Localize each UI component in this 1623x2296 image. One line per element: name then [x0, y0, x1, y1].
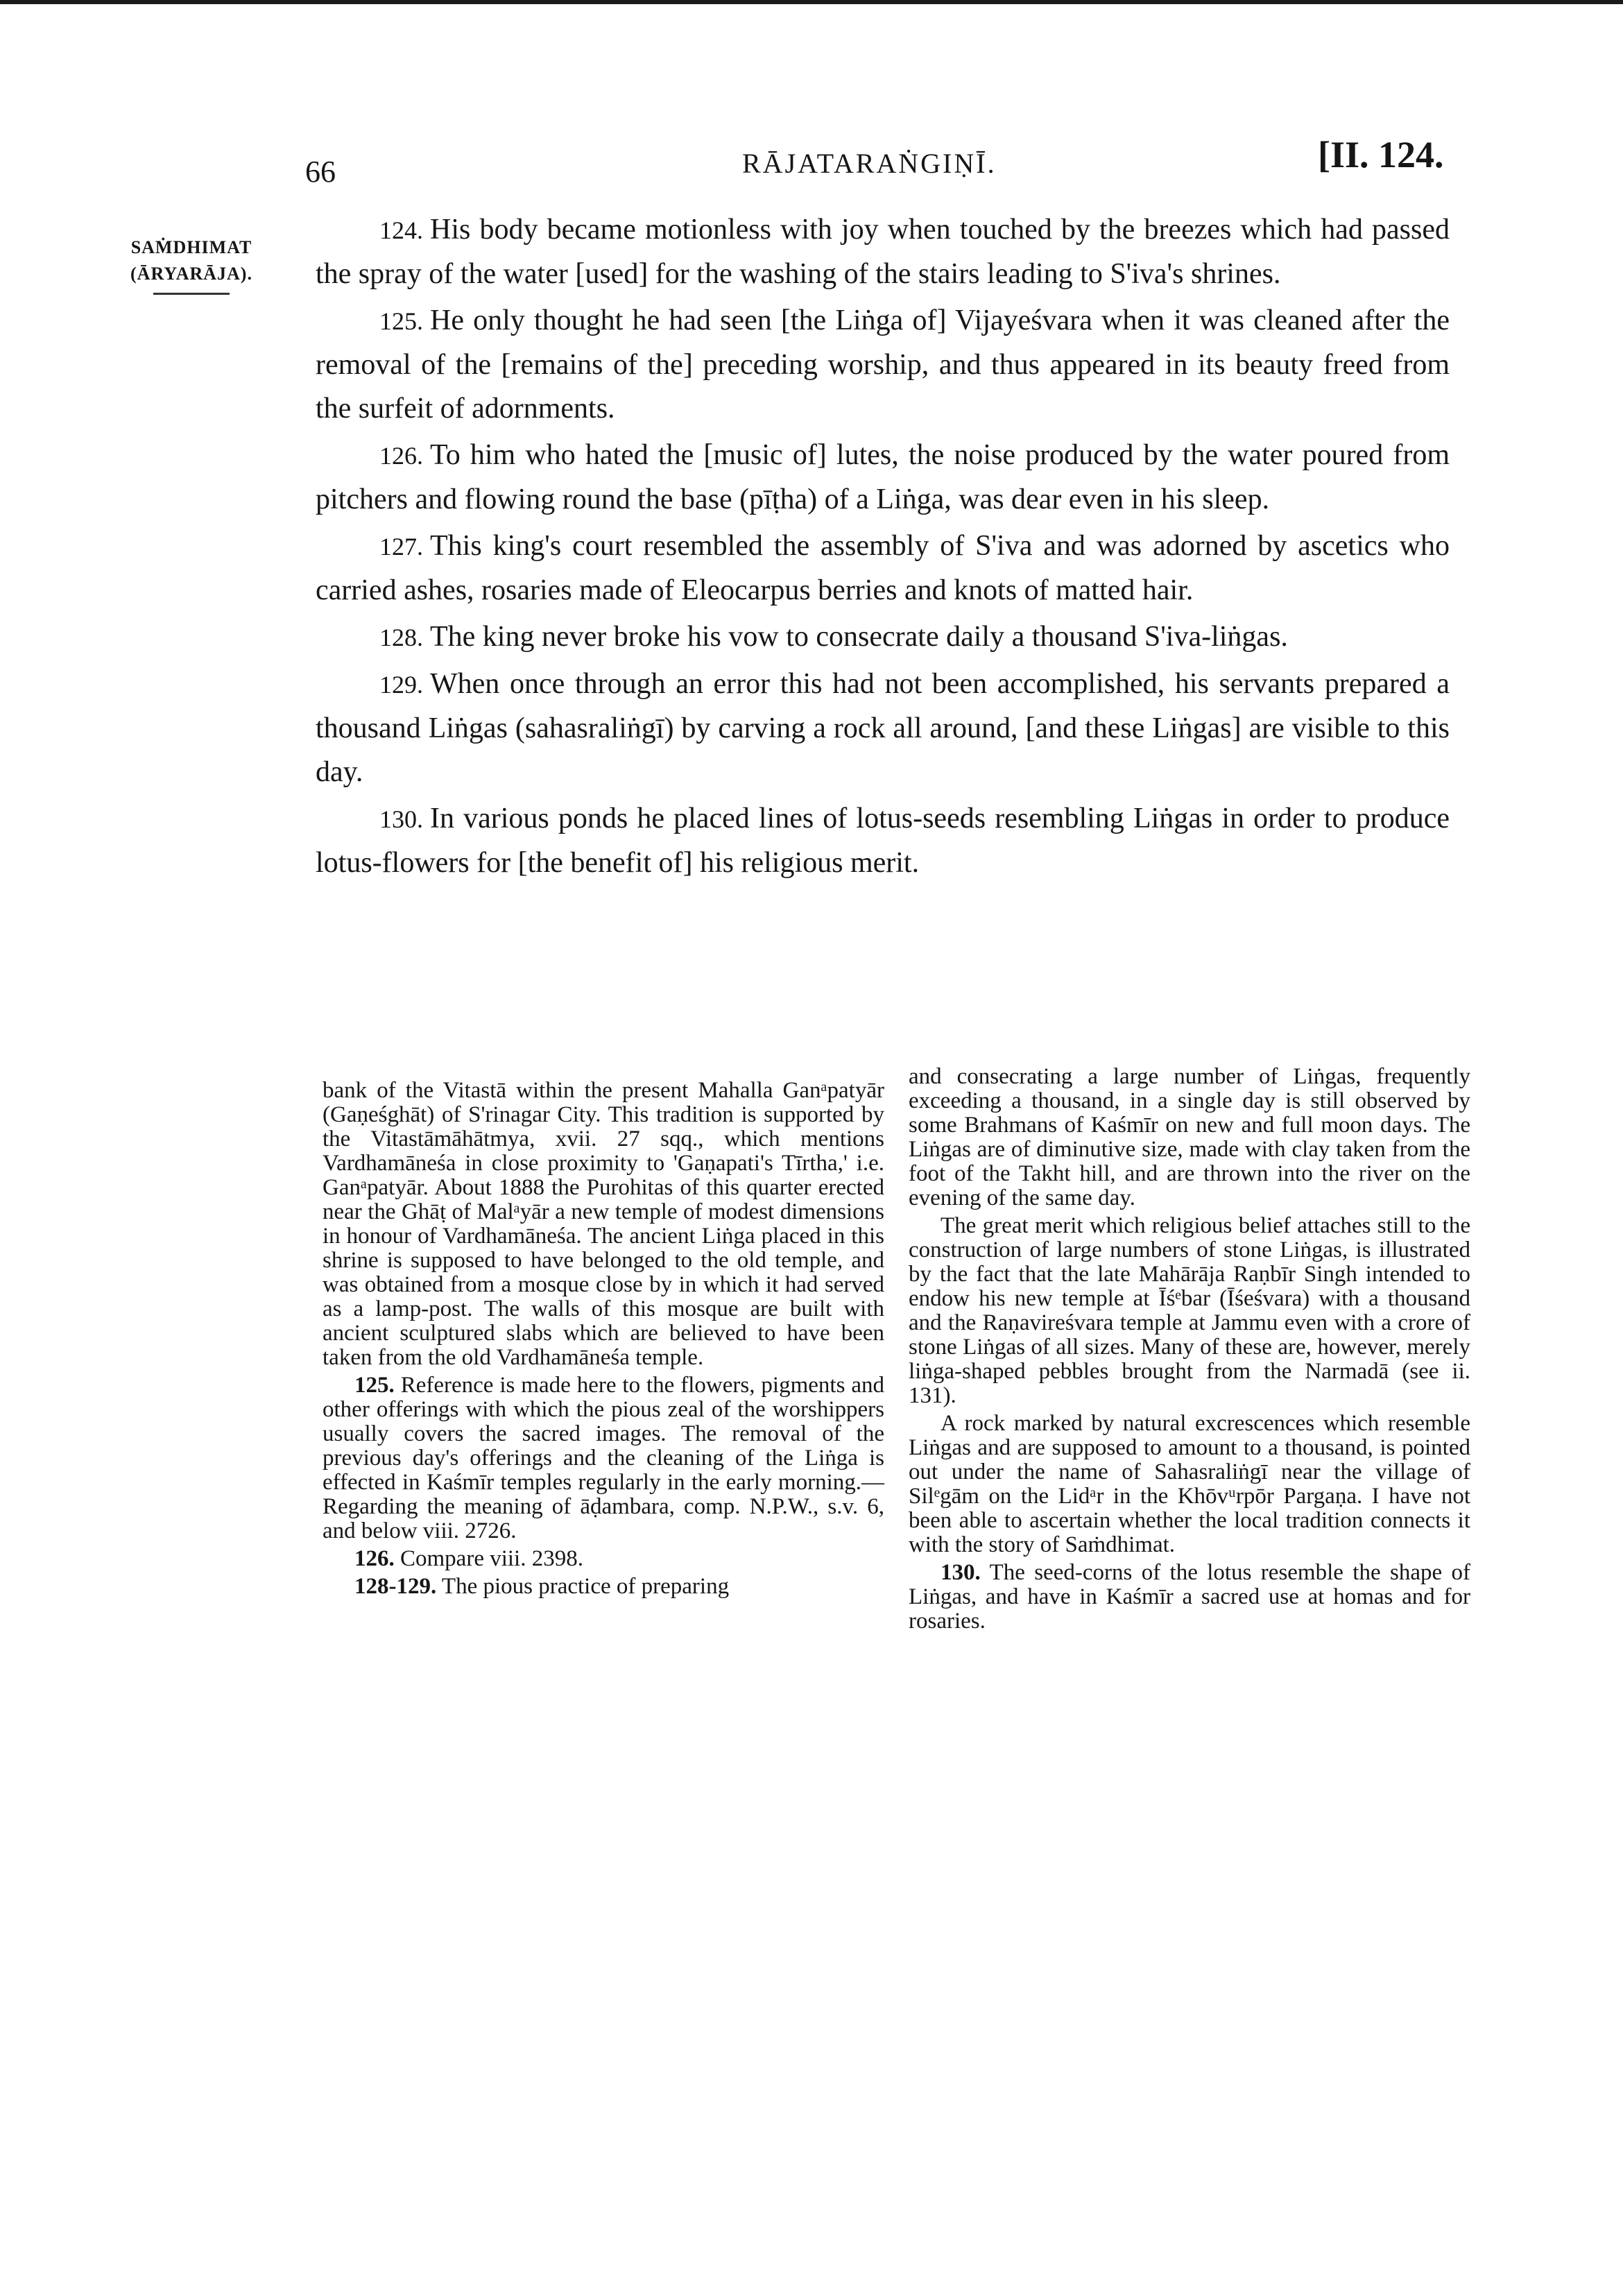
footnote-text: Compare viii. 2398.	[400, 1546, 583, 1571]
verse	[316, 434, 1450, 522]
verse-text: To him who hated the [music of] lutes, the noise produced by the water poured from pitchers and flowing round the base (pīṭha) of a Liṅga, was dear even in his sleep.	[316, 439, 1450, 515]
verse-number: 126.	[379, 442, 423, 470]
margin-note-rule	[153, 293, 230, 295]
verse-text: When once through an error this had not been accomplished, his servants prepared a thousand Liṅgas (sahasraliṅgī) by carving a rock all around, [and these Liṅgas] are visible to this day.	[316, 668, 1450, 788]
footnotes-left-column	[323, 1079, 884, 1602]
verse-number: 127.	[379, 533, 423, 560]
verse-text: This king's court resembled the assembly of S'iva and was adorned by ascetics who carried ashes, rosaries made of Eleocarpus berries and knots of matted hair.	[316, 530, 1450, 606]
footnote-text: bank of the Vitastā within the present Mahalla Ganᵃpatyār (Gaṇeśghāt) of S'rinagar City. This tradition is supported by the Vitastāmāhātmya, xvii. 27 sqq., which mentions Vardhamāneśa in close proximity to 'Gaṇapati's Tīrtha,' i.e. Ganᵃpatyār. About 1888 the Purohitas of this quarter erected near the Ghāṭ of Malᵃyār a new temple of modest dimensions in honour of Vardhamāneśa. The ancient Liṅga placed in this shrine is supposed to have belonged to the old temple, and was obtained from a mosque close by in which it had served as a lamp-post. The walls of this mosque are built with ancient sculptured slabs which are believed to have been taken from the old Vardhamāneśa temple.	[323, 1078, 884, 1370]
margin-note-line-1: SAṀDHIMAT	[130, 237, 252, 257]
verse	[316, 615, 1450, 660]
verse	[316, 299, 1450, 431]
margin-note-line-2: (ĀRYARĀJA).	[130, 264, 252, 284]
margin-note	[122, 234, 261, 295]
footnote	[909, 1214, 1470, 1408]
footnote	[323, 1373, 884, 1543]
verse	[316, 524, 1450, 612]
footnote-text: The great merit which religious belief attaches still to the construction of large numbers of stone Liṅgas, is illustrated by the fact that the late Mahārāja Raṇbīr Singh intended to endow his new temple at Īśᵉbar (Īśeśvara) with a thousand and the Raṇavireśvara temple at Jammu even with a crore of stone Liṅgas of all sizes. Many of these are, however, merely liṅga-shaped pebbles brought from the Narmadā (see ii. 131).	[909, 1213, 1470, 1408]
footnote-number: 128-129.	[354, 1574, 437, 1599]
verse-section	[316, 208, 1450, 888]
footnote-number: 125.	[354, 1373, 395, 1398]
footnote	[909, 1561, 1470, 1634]
verse-number: 125.	[379, 307, 423, 335]
verse-text: In various ponds he placed lines of lotus-seeds resembling Liṅgas in order to produce lotus-flowers for [the benefit of] his religious merit.	[316, 803, 1450, 879]
verse-number: 129.	[379, 671, 423, 699]
verse-text: He only thought he had seen [the Liṅga of] Vijayeśvara when it was cleaned after the removal of the [remains of the] preceding worship, and thus appeared in its beauty freed from the surfeit of adornments.	[316, 305, 1450, 425]
footnote-number: 130.	[941, 1560, 981, 1585]
verse-number: 128.	[379, 624, 423, 651]
footnote	[909, 1065, 1470, 1210]
verse	[316, 797, 1450, 885]
footnote-text: A rock marked by natural excrescences which resemble Liṅgas and are supposed to amount to a thousand, is pointed out under the name of Sahasraliṅgī near the village of Silᵉgām on the Lidᵃr in the Khōvᵘrpōr Pargaṇa. I have not been able to ascertain whether the local tradition connects it with the story of Saṁdhimat.	[909, 1411, 1470, 1557]
verse-text: His body became motionless with joy when touched by the breezes which had passed the spray of the water [used] for the washing of the stairs leading to S'iva's shrines.	[316, 214, 1450, 290]
verse	[316, 662, 1450, 794]
running-title: RĀJATARAṄGIṆĪ.	[742, 148, 997, 179]
page-number: 66	[305, 155, 336, 189]
footnote	[323, 1575, 884, 1599]
verse-number: 124.	[379, 216, 423, 244]
verse-text: The king never broke his vow to consecrate daily a thousand S'iva-liṅgas.	[430, 621, 1288, 653]
footnote	[323, 1079, 884, 1370]
footnote-text: and consecrating a large number of Liṅgas, frequently exceeding a thousand, in a single day is still observed by some Brahmans of Kaśmīr on new and full moon days. The Liṅgas are of diminutive size, made with clay taken from the foot of the Takht hill, and are thrown into the river on the evening of the same day.	[909, 1064, 1470, 1210]
verse-number: 130.	[379, 805, 423, 833]
footnote-text: The pious practice of preparing	[441, 1574, 730, 1599]
footnote	[909, 1412, 1470, 1557]
footnotes-right-column	[909, 1065, 1470, 1637]
footnote-number: 126.	[354, 1546, 395, 1571]
page-top-border	[0, 0, 1623, 4]
footnote-text: The seed-corns of the lotus resemble the shape of Liṅgas, and have in Kaśmīr a sacred use at homas and for rosaries.	[909, 1560, 1470, 1634]
footnote	[323, 1547, 884, 1571]
verse	[316, 208, 1450, 296]
footnote-text: Reference is made here to the flowers, pigments and other offerings with which the pious zeal of the worshippers usually covers the sacred images. The removal of the previous day's offerings and the cleaning of the Liṅga is effected in Kaśmīr temples regularly in the early morning.—Regarding the meaning of āḍambara, comp. N.P.W., s.v. 6, and below viii. 2726.	[323, 1373, 884, 1543]
verse-reference: [II. 124.	[1318, 134, 1444, 175]
